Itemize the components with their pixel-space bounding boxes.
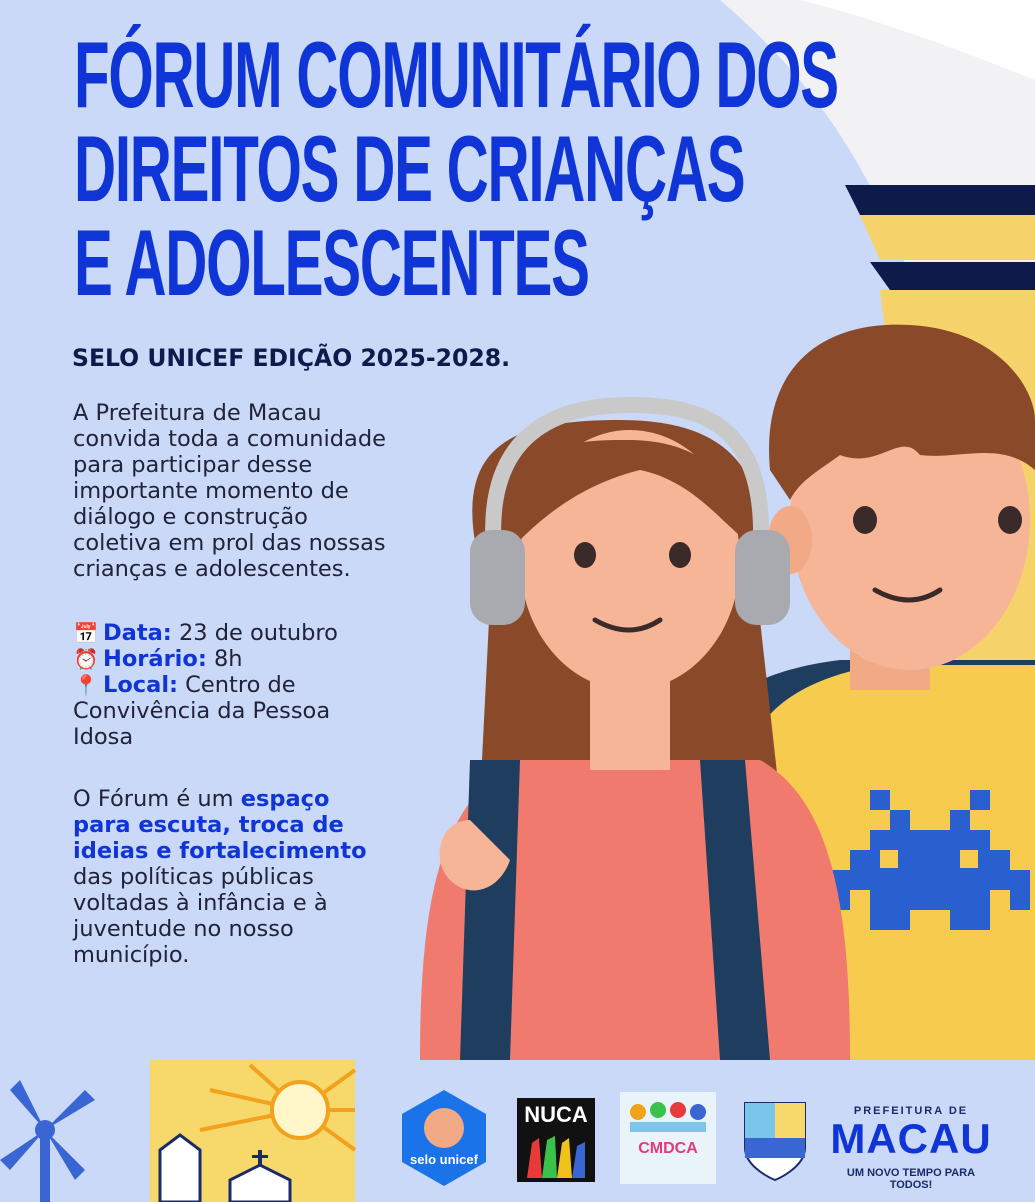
- children-icon: [620, 1092, 716, 1142]
- coat-of-arms-icon: [740, 1098, 810, 1182]
- location-pin-icon: 📍: [73, 673, 99, 697]
- macau-coat-of-arms: [740, 1098, 810, 1182]
- date-label: Data:: [103, 620, 172, 646]
- intro-line: importante momento de: [73, 478, 349, 504]
- title-line-2: DIREITOS DE CRIANÇAS: [74, 116, 745, 221]
- intro-line: A Prefeitura de Macau: [73, 400, 322, 426]
- forum-highlight: ideias e fortalecimento: [73, 838, 367, 864]
- page-title: [74, 22, 838, 315]
- forum-line: das políticas públicas: [73, 864, 314, 890]
- place-line-3: Idosa: [73, 724, 134, 750]
- event-details: [73, 620, 338, 750]
- place-row: [73, 672, 338, 698]
- forum-highlight: espaço: [240, 786, 330, 812]
- date-row: [73, 620, 338, 646]
- place-line-2: Convivência da Pessoa: [73, 698, 331, 724]
- intro-line: coletiva em prol das nossas: [73, 530, 386, 556]
- forum-description: [73, 786, 367, 968]
- cmdca-logo: [620, 1092, 716, 1184]
- forum-line: [73, 786, 367, 812]
- selo-unicef-text: selo unicef: [410, 1152, 478, 1167]
- forum-line: voltadas à infância e à: [73, 890, 328, 916]
- place-label: Local:: [103, 672, 179, 698]
- selo-unicef-badge-icon: [398, 1088, 490, 1188]
- forum-plain: O Fórum é um: [73, 786, 241, 812]
- intro-line: crianças e adolescentes.: [73, 556, 351, 582]
- prefeitura-macau-logo: [826, 1105, 996, 1191]
- forum-highlight: para escuta, troca de: [73, 812, 344, 838]
- hands-icon: [517, 1098, 595, 1182]
- nuca-logo: [517, 1098, 595, 1182]
- subtitle: SELO UNICEF EDIÇÃO 2025-2028.: [72, 344, 511, 372]
- time-value: 8h: [206, 646, 243, 672]
- cmdca-text: CMDCA: [638, 1140, 698, 1157]
- place-value: Centro de: [178, 672, 296, 698]
- date-value: 23 de outubro: [171, 620, 338, 646]
- slogan: UM NOVO TEMPO PARA TODOS!: [846, 1167, 976, 1191]
- prefeitura-label: PREFEITURA DE: [853, 1105, 969, 1117]
- intro-text: [73, 400, 386, 582]
- title-line-3: E ADOLESCENTES: [74, 210, 589, 315]
- forum-line: município.: [73, 942, 190, 968]
- intro-line: diálogo e construção: [73, 504, 308, 530]
- macau-wordmark: MACAU: [830, 1115, 992, 1162]
- time-row: [73, 646, 338, 672]
- calendar-icon: 📅: [73, 621, 99, 645]
- forum-line: juventude no nosso: [73, 916, 294, 942]
- alarm-clock-icon: ⏰: [73, 647, 99, 671]
- nuca-text: NUCA: [524, 1102, 588, 1127]
- selo-unicef-logo: [398, 1088, 490, 1188]
- time-label: Horário:: [103, 646, 207, 672]
- intro-line: convida toda a comunidade: [73, 426, 386, 452]
- intro-line: para participar desse: [73, 452, 313, 478]
- title-line-1: FÓRUM COMUNITÁRIO DOS: [74, 22, 838, 127]
